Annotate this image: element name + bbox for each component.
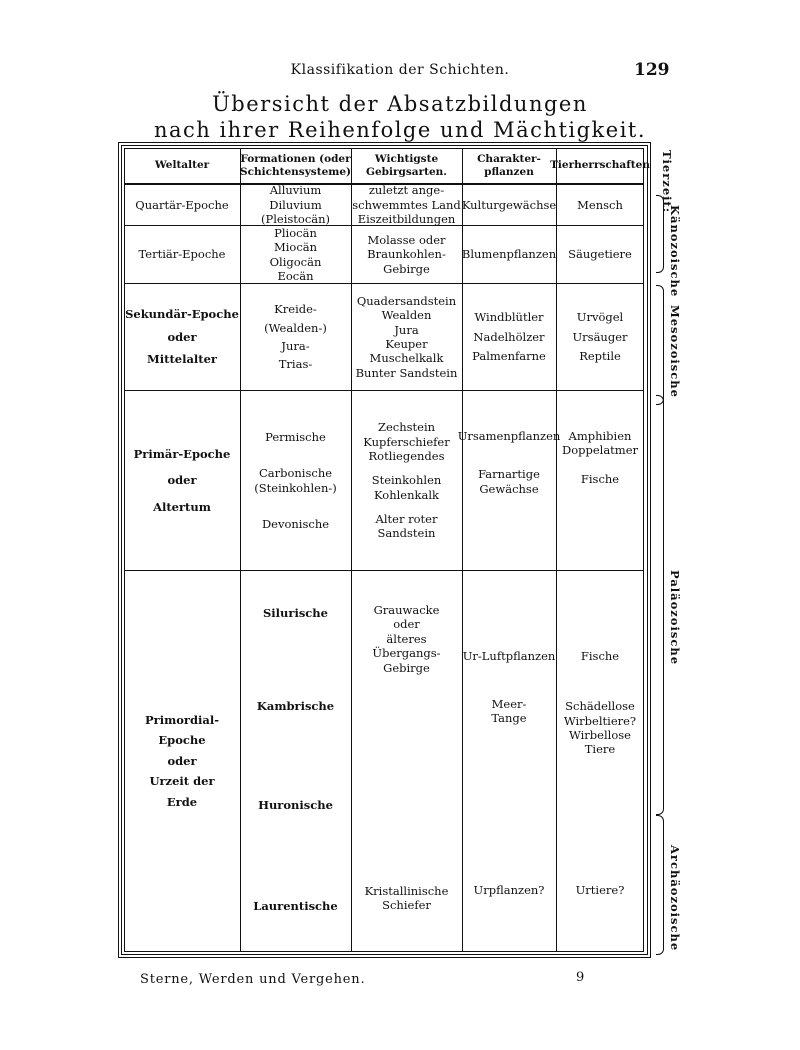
header-formationen: [240, 148, 351, 183]
cell-line: Jura-: [281, 339, 310, 353]
header-gebirgsarten-line: Gebirgsarten.: [366, 165, 447, 178]
primordial-pflanzen-urluft: [462, 646, 556, 666]
cell-line: Eocän: [277, 268, 314, 283]
primaer-tiere: [556, 391, 644, 570]
cell-line: Diluvium (Pleistocän): [260, 197, 331, 227]
cell-line: Permische: [265, 429, 326, 444]
cell-line: Huronische: [258, 797, 333, 812]
sekundaer-formationen: [240, 284, 351, 390]
cell-line: Primär-Epoche: [133, 446, 231, 461]
cell-line: Mittelalter: [147, 352, 217, 367]
cell-line: Erde: [166, 794, 198, 809]
cell-line: Grauwacke: [373, 603, 440, 617]
header-pflanzen: [462, 148, 556, 183]
cell-line: Urpflanzen?: [473, 882, 545, 897]
cell-line: Laurentische: [253, 898, 338, 913]
primordial-tiere-fische: [556, 646, 644, 666]
quartaer-gebirgsarten: [351, 185, 462, 225]
header-weltalter-text: Weltalter: [154, 159, 210, 172]
cell-line: Devonische: [261, 516, 330, 531]
cell-line: Wealden: [381, 308, 432, 323]
footer-signature: 9: [576, 970, 585, 985]
cell-line: Farnartige: [478, 467, 540, 482]
cell-line: Kreide-: [274, 302, 317, 317]
cell-line: Kristallinische: [364, 883, 449, 898]
cell-line: Meer-: [491, 696, 527, 711]
cell-line: Primordial-: [145, 713, 219, 728]
cell-text: Säugetiere: [568, 247, 632, 262]
primordial-formation-laurentisch: [240, 896, 351, 916]
era-label-palaeozoisch: Paläozoische: [668, 570, 682, 666]
tertiaer-gebirgsarten: [351, 226, 462, 283]
cell-line: oder: [167, 329, 197, 344]
quartaer-formationen: [240, 185, 351, 225]
cell-line: Ur-Luftpflanzen: [462, 648, 556, 663]
primaer-pflanzen: [457, 391, 561, 570]
sekundaer-tiere: [556, 284, 644, 390]
header-tiere-text: Tierherrschaften: [550, 159, 650, 172]
cell-line: schwemmtes Land: [352, 197, 461, 212]
cell-line: Ursamenpflanzen: [457, 429, 561, 443]
cell-line: Urtiere?: [575, 882, 625, 897]
brace-palaeozoisch: [656, 395, 664, 815]
primordial-pflanzen-ur: [462, 880, 556, 900]
cell-line: oder: [167, 473, 197, 488]
era-label-mesozoisch: Mesozoische: [668, 305, 682, 398]
cell-line: Epoche: [158, 733, 206, 748]
sekundaer-pflanzen: [462, 284, 556, 390]
primaer-formationen: [240, 391, 351, 570]
primordial-tiere-urtiere: [556, 880, 644, 900]
cell-line: Kambrische: [256, 698, 335, 713]
cell-line: Fische: [580, 648, 620, 663]
sekundaer-epoche: [124, 284, 240, 390]
table-title-line-1: Übersicht der Absatzbildungen: [212, 92, 588, 116]
cell-line: Steinkohlen: [371, 473, 442, 488]
primordial-tiere-wirbel: [556, 694, 644, 762]
cell-text: Blumenpflanzen: [461, 247, 557, 262]
primordial-formation-silurisch: [240, 603, 351, 623]
primordial-gebirgsarten-upper: [351, 603, 462, 675]
cell-line: Quadersandstein: [356, 293, 457, 308]
header-formationen-line: Schichtensysteme): [240, 165, 352, 178]
footer-book-title: Sterne, Werden und Vergehen.: [140, 972, 366, 987]
cell-line: oder: [393, 617, 420, 632]
cell-text: Tertiär-Epoche: [138, 247, 226, 262]
cell-line: Windblütler: [474, 310, 544, 325]
cell-line: Molasse oder: [367, 232, 446, 247]
era-label-kaenozoisch: Känozoische: [668, 205, 682, 298]
brace-archaeozoisch: [656, 815, 664, 955]
cell-line: Jura: [394, 322, 419, 337]
cell-line: Alluvium: [269, 183, 322, 198]
cell-line: Oligocän: [269, 254, 322, 269]
primaer-epoche: [124, 391, 240, 570]
cell-line: Eiszeitbildungen: [357, 212, 456, 227]
header-gebirgsarten: [351, 148, 462, 183]
tertiaer-formationen: [240, 226, 351, 283]
cell-line: Gebirge: [383, 660, 430, 675]
cell-line: zuletzt ange-: [368, 183, 445, 198]
cell-line: Schädellose: [565, 699, 635, 714]
cell-line: oder: [167, 753, 197, 768]
brace-mesozoisch: [656, 285, 664, 405]
brace-kaenozoisch: [656, 195, 664, 273]
cell-line: Tange: [491, 711, 527, 725]
cell-line: Altertum: [153, 499, 211, 514]
cell-line: Wirbellose: [569, 728, 631, 742]
cell-line: Gewächse: [479, 481, 539, 496]
cell-line: Ursäuger: [572, 329, 628, 344]
cell-line: Alter roter: [375, 512, 438, 527]
header-weltalter: [124, 148, 240, 183]
tertiaer-pflanzen: [462, 226, 556, 283]
cell-line: Bunter Sandstein: [355, 365, 458, 380]
cell-text: Kulturgewächse: [461, 197, 557, 212]
cell-line: Reptile: [579, 349, 621, 364]
cell-line: Braunkohlen-Gebirge: [367, 247, 446, 276]
page-number: 129: [634, 60, 670, 80]
cell-line: Sandstein: [377, 526, 436, 541]
cell-line: Tiere: [584, 742, 616, 757]
cell-line: (Wealden-): [264, 320, 327, 335]
cell-line: Miocän: [273, 240, 318, 255]
quartaer-pflanzen: [462, 185, 556, 225]
primordial-formation-kambrisch: [240, 696, 351, 716]
cell-line: Wirbeltiere?: [563, 713, 637, 728]
cell-line: (Steinkohlen-): [254, 480, 337, 495]
primordial-formation-huronisch: [240, 795, 351, 815]
header-tiere: [550, 148, 650, 183]
quartaer-epoche: [124, 185, 240, 225]
primaer-gebirgsarten: [351, 391, 462, 570]
era-label-archaeozoisch: Archäozoische: [668, 845, 682, 952]
cell-line: Pliocän: [274, 225, 317, 240]
cell-line: Palmenfarne: [472, 349, 546, 364]
tierzeit-label: Tierzeit:: [660, 150, 674, 214]
header-formationen-line: Formationen (oder: [240, 153, 351, 166]
cell-line: Sekundär-Epoche: [125, 307, 239, 322]
table-title-line-2: nach ihrer Reihenfolge und Mächtigkeit.: [153, 118, 647, 142]
running-head: Klassifikation der Schichten.: [290, 62, 510, 78]
cell-line: Doppelatmer: [561, 443, 639, 458]
cell-line: Rotliegendes: [368, 448, 445, 463]
header-gebirgsarten-line: Wichtigste: [374, 153, 439, 166]
tertiaer-tiere: [556, 226, 644, 283]
sekundaer-gebirgsarten: [351, 284, 462, 390]
cell-text: Quartär-Epoche: [135, 197, 229, 212]
primordial-gebirgsarten-lower: [351, 880, 462, 916]
cell-line: Urvögel: [576, 310, 624, 325]
cell-line: Kupferschiefer: [363, 434, 450, 449]
cell-line: Fische: [580, 471, 620, 486]
header-pflanzen-line: pflanzen: [484, 165, 534, 178]
header-pflanzen-line: Charakter-: [477, 153, 541, 166]
cell-line: Carbonische: [258, 466, 333, 481]
primordial-epoche: [124, 571, 240, 951]
cell-line: Schiefer: [382, 898, 431, 912]
cell-text: Mensch: [577, 197, 623, 212]
primordial-pflanzen-tange: [462, 694, 556, 728]
cell-line: älteres Übergangs-: [372, 631, 441, 661]
cell-line: Kohlenkalk: [374, 487, 439, 502]
cell-line: Muschelkalk: [369, 351, 444, 366]
cell-line: Amphibien: [568, 429, 632, 443]
quartaer-tiere: [556, 185, 644, 225]
cell-line: Urzeit der: [149, 774, 215, 789]
cell-line: Trias-: [278, 357, 313, 372]
cell-line: Nadelhölzer: [473, 329, 545, 344]
cell-line: Keuper: [385, 337, 428, 351]
tertiaer-epoche: [124, 226, 240, 283]
cell-line: Zechstein: [377, 420, 436, 435]
cell-line: Silurische: [263, 605, 328, 620]
